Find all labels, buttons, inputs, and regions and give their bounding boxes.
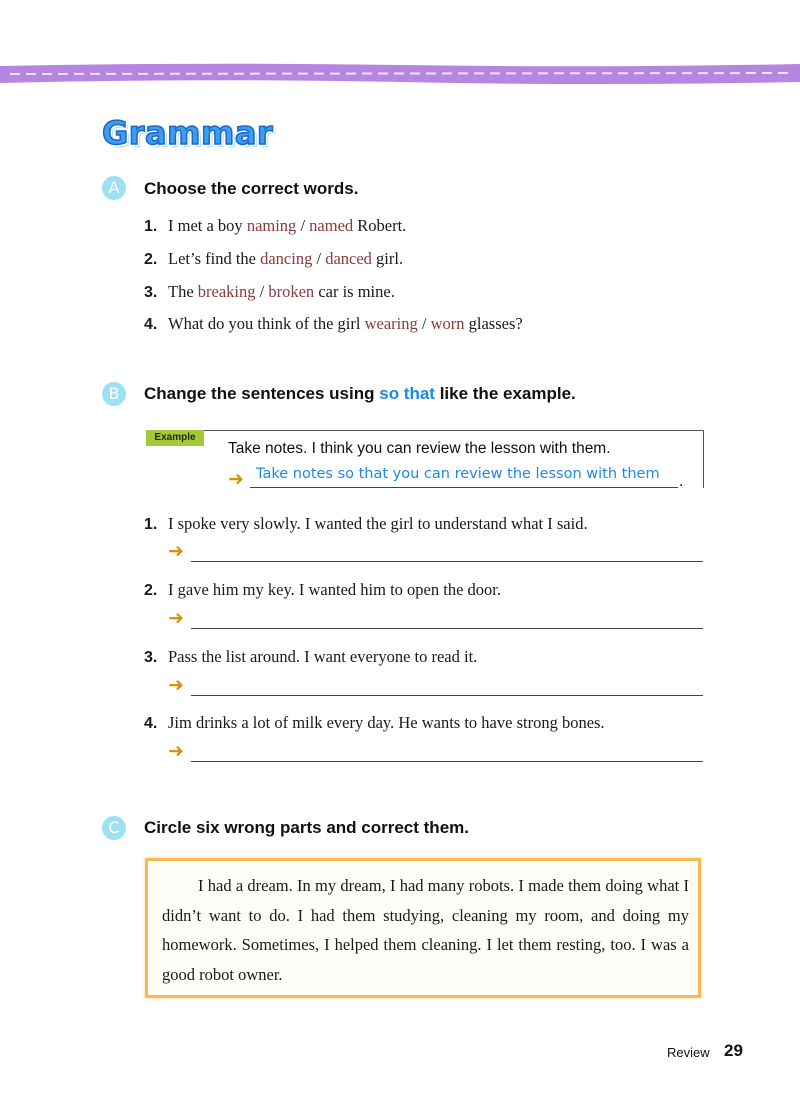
arrow-icon: ➜	[168, 740, 184, 762]
item-number: 2.	[144, 582, 158, 599]
item-text: What do you think of the girl	[168, 314, 365, 333]
answer-line[interactable]	[191, 628, 703, 629]
arrow-icon: ➜	[168, 540, 184, 562]
instruction-text: like the example.	[434, 384, 576, 403]
section-b-instruction	[144, 384, 576, 404]
arrow-icon: ➜	[168, 607, 184, 629]
section-c-instruction: Circle six wrong parts and correct them.	[144, 818, 469, 837]
choice-option[interactable]: wearing	[364, 314, 418, 333]
section-b-item	[144, 713, 605, 733]
example-question: Take notes. I think you can review the lesson with them.	[228, 440, 611, 457]
item-text: glasses?	[464, 314, 523, 333]
item-text: The	[168, 282, 198, 301]
item-text: I spoke very slowly. I wanted the girl to understand what I said.	[168, 514, 588, 533]
choice-separator: /	[312, 249, 326, 268]
choice-separator: /	[296, 216, 310, 235]
page-number: 29	[724, 1041, 743, 1060]
section-b-item	[144, 647, 477, 667]
section-c-badge: C	[102, 816, 126, 840]
choice-option[interactable]: named	[309, 216, 354, 235]
decorative-header-band	[0, 60, 800, 88]
item-text: Robert.	[353, 216, 407, 235]
item-number: 1.	[144, 516, 158, 533]
section-a-item	[144, 216, 406, 236]
footer-label: Review	[667, 1045, 710, 1060]
answer-line[interactable]	[191, 695, 703, 696]
section-b-item	[144, 514, 588, 534]
item-number: 4.	[144, 715, 158, 732]
item-text: Jim drinks a lot of milk every day. He wants to have strong bones.	[168, 713, 605, 732]
example-answer-line	[250, 487, 678, 488]
item-text: Pass the list around. I want everyone to read it.	[168, 647, 478, 666]
choice-option[interactable]: naming	[246, 216, 297, 235]
section-b-badge: B	[102, 382, 126, 406]
item-text: car is mine.	[314, 282, 395, 301]
example-label: Example	[146, 430, 204, 446]
item-number: 1.	[144, 218, 158, 235]
section-a-item	[144, 282, 395, 302]
item-number: 3.	[144, 284, 158, 301]
page-title: Grammar	[102, 114, 274, 152]
choice-option[interactable]: breaking	[197, 282, 256, 301]
choice-separator: /	[417, 314, 431, 333]
section-a-badge: A	[102, 176, 126, 200]
answer-line[interactable]	[191, 761, 703, 762]
item-number: 3.	[144, 649, 158, 666]
key-phrase: so that	[379, 384, 435, 403]
example-answer: Take notes so that you can review the lesson with them	[256, 466, 660, 482]
section-a-item	[144, 314, 523, 334]
choice-option[interactable]: danced	[325, 249, 372, 268]
choice-option[interactable]: dancing	[260, 249, 313, 268]
arrow-icon: ➜	[168, 674, 184, 696]
item-number: 2.	[144, 251, 158, 268]
item-text: girl.	[371, 249, 404, 268]
item-text: I gave him my key. I wanted him to open the door.	[168, 580, 501, 599]
choice-option[interactable]: broken	[268, 282, 315, 301]
answer-line[interactable]	[191, 561, 703, 562]
passage-text: I had a dream. In my dream, I had many robots. I made them doing what I didn’t want to do. I had them studying, cleaning my room, and doing my homework. Sometimes, I helped them cleaning. I let them resting, too. I was a good robot owner.	[162, 876, 689, 984]
section-a-instruction: Choose the correct words.	[144, 179, 359, 198]
instruction-text: Change the sentences using	[144, 384, 380, 403]
example-period: .	[679, 473, 684, 490]
choice-option[interactable]: worn	[430, 314, 465, 333]
section-a-item	[144, 249, 403, 269]
choice-separator: /	[255, 282, 269, 301]
item-number: 4.	[144, 316, 158, 333]
section-b-item	[144, 580, 501, 600]
item-text: Let’s find the	[168, 249, 261, 268]
arrow-icon: ➜	[228, 468, 244, 490]
item-text: I met a boy	[168, 216, 247, 235]
